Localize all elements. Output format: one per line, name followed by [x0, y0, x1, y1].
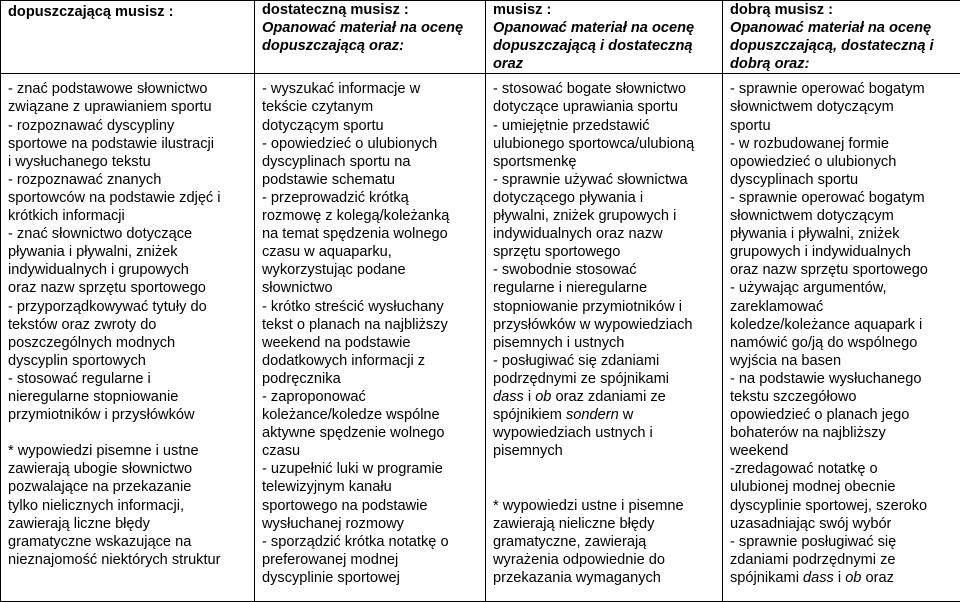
requirement-line: - używając argumentów,	[730, 280, 887, 297]
requirement-line: wykorzystując podane	[262, 262, 406, 279]
requirement-line: - opowiedzieć o ulubionych	[262, 135, 438, 152]
requirement-line: pisemnych i ustnych	[493, 334, 625, 351]
requirement-line: czasu	[262, 443, 301, 460]
requirement-line: * wypowiedzi pisemne i ustne	[8, 443, 199, 460]
requirement-line: tekstów oraz zwroty do	[8, 316, 157, 333]
requirement-line: bohaterów na najbliższy	[730, 425, 886, 442]
requirement-line: nieznajomość niektórych struktur	[8, 551, 221, 568]
table-body-row	[1, 74, 960, 602]
requirement-line: ulubionej modnej obecnie	[730, 479, 896, 496]
requirement-line: podręcznika	[262, 370, 341, 387]
requirements-cell	[1, 74, 255, 602]
requirement-line: zawierają ubogie słownictwo	[8, 461, 193, 478]
requirement-line: sprzętu sportowego	[493, 244, 621, 261]
italic-term: ob	[535, 388, 552, 405]
requirement-line: - sprawnie operować bogatym	[730, 189, 925, 206]
requirement-line: -zredagować notatkę o	[730, 461, 878, 478]
requirement-line: czasu w aquaparku,	[262, 244, 392, 261]
blank-line	[8, 424, 254, 442]
italic-term: dass	[803, 569, 834, 586]
requirement-line: wypowiedziach ustnych i	[493, 425, 653, 442]
requirement-line: - rozpoznawać dyscypliny	[8, 117, 175, 134]
requirement-line: dyscyplinach sportu na	[262, 153, 411, 170]
requirement-line: dyscyplinach sportu	[730, 171, 859, 188]
italic-term: ob	[845, 569, 862, 586]
requirement-line: preferowanej modnej	[262, 551, 399, 568]
requirement-line: gramatyczne wskazujące na	[8, 533, 192, 550]
requirement-line: - rozpoznawać znanych	[8, 171, 162, 188]
header-cell-grade-3	[255, 1, 486, 74]
requirement-line: - umiejętnie przedstawić	[493, 117, 650, 134]
requirement-line: oraz nazw sprzętu sportowego	[730, 262, 928, 279]
blank-line	[493, 478, 722, 496]
requirement-line: nieregularne stopniowanie	[8, 388, 179, 405]
requirement-line: dotyczące uprawiania sportu	[493, 99, 678, 116]
requirement-line: - sprawnie operować bogatym	[730, 81, 925, 98]
requirement-line: gramatyczne, zawierają	[493, 533, 647, 550]
requirements-cell	[486, 74, 723, 602]
requirement-line: i wysłuchanego tekstu	[8, 153, 151, 170]
requirement-line: dotyczącego pływania i	[493, 189, 644, 206]
requirement-line: słownictwem dotyczącym	[730, 208, 894, 225]
requirement-line: - swobodnie stosować	[493, 262, 637, 279]
requirement-line: - stosować regularne i	[8, 370, 151, 387]
requirement-line: sportowego na podstawie	[262, 497, 428, 514]
column-heading: dostateczną musisz :	[262, 2, 409, 18]
requirement-line: na temat spędzenia wolnego	[262, 226, 448, 243]
requirement-line: podrzędnymi ze spójnikami	[493, 370, 670, 387]
requirement-line: przysłówków w wypowiedziach	[493, 316, 693, 333]
requirement-line: stopniowanie przymiotników i	[493, 298, 682, 315]
requirement-line: dotyczącym sportu	[262, 117, 384, 134]
requirement-line: pływania i pływalni, zniżek	[8, 244, 178, 261]
requirement-line: namówić go/ją do wspólnego	[730, 334, 918, 351]
requirement-line: opowiedzieć o ulubionych	[730, 153, 897, 170]
blank-line	[493, 460, 722, 478]
column-subheading: Opanować materiał na ocenę dopuszczającą oraz:	[262, 20, 464, 55]
requirement-line: pływania i pływalni, zniżek	[730, 226, 900, 243]
requirement-line: spójnikami dass i ob oraz	[730, 569, 894, 586]
requirement-line: zawierają liczne błędy	[8, 515, 150, 532]
column-subheading: Opanować materiał na ocenę dopuszczającą, dostateczną i dobrą oraz:	[730, 20, 934, 73]
requirement-line: indywidualnych i grupowych	[8, 262, 189, 279]
requirement-line: słownictwo	[262, 280, 333, 297]
requirement-line: dodatkowych informacji z	[262, 352, 426, 369]
requirement-line: - przyporządkowywać tytuły do	[8, 298, 207, 315]
requirement-line: koledze/koleżance aquapark i	[730, 316, 923, 333]
requirement-line: poszczególnych modnych	[8, 334, 176, 351]
requirement-line: dyscyplinie sportowej, szeroko	[730, 497, 928, 514]
requirement-line: weekend	[730, 443, 789, 460]
header-cell-grade-2	[1, 1, 255, 74]
requirement-line: wysłuchanej rozmowy	[262, 515, 404, 532]
requirement-line: - krótko streścić wysłuchany	[262, 298, 444, 315]
requirement-line: tekście czytanym	[262, 99, 374, 116]
requirement-line: - w rozbudowanej formie	[730, 135, 889, 152]
column-heading: dobrą musisz :	[730, 2, 833, 18]
requirement-line: - na podstawie wysłuchanego	[730, 370, 922, 387]
requirement-line: zdaniami podrzędnymi ze	[730, 551, 896, 568]
requirement-line: telewizyjnym kanału	[262, 479, 392, 496]
requirement-line: wyrażenia odpowiednie do	[493, 551, 665, 568]
requirement-line: słownictwem dotyczącym	[730, 99, 894, 116]
requirement-line: pływalni, zniżek grupowych i	[493, 208, 677, 225]
requirement-line: tekstu szczegółowo	[730, 388, 857, 405]
column-heading: musisz :	[493, 2, 552, 18]
requirement-line: opowiedzieć o planach jego	[730, 407, 910, 424]
requirement-line: - stosować bogate słownictwo	[493, 81, 687, 98]
requirement-line: weekend na podstawie	[262, 334, 411, 351]
requirement-line: spójnikiem sondern w	[493, 407, 634, 424]
requirement-line: krótkich informacji	[8, 208, 125, 225]
requirement-line: przekazania wymaganych	[493, 569, 661, 586]
requirement-line: sportsmenkę	[493, 153, 577, 170]
header-cell-grade-5	[723, 1, 960, 74]
requirement-line: oraz nazw sprzętu sportowego	[8, 280, 206, 297]
requirement-line: grupowych i indywidualnych	[730, 244, 911, 261]
requirement-line: - posługiwać się zdaniami	[493, 352, 660, 369]
requirement-line: sportowców na podstawie zdjęć i	[8, 189, 221, 206]
requirement-line: - przeprowadzić krótką	[262, 189, 409, 206]
requirement-line: - sporządzić krótka notatkę o	[262, 533, 449, 550]
requirement-line: sportowe na podstawie ilustracji	[8, 135, 215, 152]
requirements-cell	[723, 74, 960, 602]
requirement-line: - sprawnie używać słownictwa	[493, 171, 688, 188]
requirement-line: zareklamować	[730, 298, 824, 315]
requirement-line: dass i ob oraz zdaniami ze	[493, 388, 666, 405]
requirement-line: regularne i nieregularne	[493, 280, 648, 297]
requirement-line: przymiotników i przysłówków	[8, 407, 195, 424]
requirement-line: tekst o planach na najbliższy	[262, 316, 448, 333]
requirement-line: dyscyplinie sportowej	[262, 569, 400, 586]
requirement-line: zawierają nieliczne błędy	[493, 515, 655, 532]
requirement-line: sportu	[730, 117, 771, 134]
requirement-line: * wypowiedzi ustne i pisemne	[493, 497, 684, 514]
table-header-row	[1, 1, 960, 74]
requirement-line: związane z uprawianiem sportu	[8, 99, 212, 116]
requirement-line: dyscyplin sportowych	[8, 352, 146, 369]
requirement-line: - sprawnie posługiwać się	[730, 533, 897, 550]
requirement-line: tylko nielicznych informacji,	[8, 497, 184, 514]
requirement-line: ulubionego sportowca/ulubioną	[493, 135, 695, 152]
column-heading: dopuszczającą musisz :	[8, 4, 174, 20]
requirement-line: - wyszukać informacje w	[262, 81, 421, 98]
requirements-cell	[255, 74, 486, 602]
requirement-line: - znać podstawowe słownictwo	[8, 81, 208, 98]
header-cell-grade-4	[486, 1, 723, 74]
requirement-line: indywidualnych oraz nazw	[493, 226, 663, 243]
italic-term: dass	[493, 388, 524, 405]
requirement-line: rozmowę z kolegą/koleżanką	[262, 208, 450, 225]
requirement-line: aktywne spędzenie wolnego	[262, 425, 445, 442]
requirement-line: - znać słownictwo dotyczące	[8, 226, 193, 243]
requirement-line: - zaproponować	[262, 388, 366, 405]
requirement-line: uzasadniając swój wybór	[730, 515, 892, 532]
requirement-line: podstawie schematu	[262, 171, 396, 188]
requirement-line: pozwalające na przekazanie	[8, 479, 192, 496]
requirement-line: - uzupełnić luki w programie	[262, 461, 443, 478]
column-subheading: Opanować materiał na ocenę dopuszczającą i dostateczną oraz	[493, 20, 695, 73]
requirement-line: koleżance/koledze wspólne	[262, 407, 440, 424]
italic-term: sondern	[566, 407, 619, 424]
requirement-line: pisemnych	[493, 443, 563, 460]
requirement-line: wyjścia na basen	[730, 352, 842, 369]
